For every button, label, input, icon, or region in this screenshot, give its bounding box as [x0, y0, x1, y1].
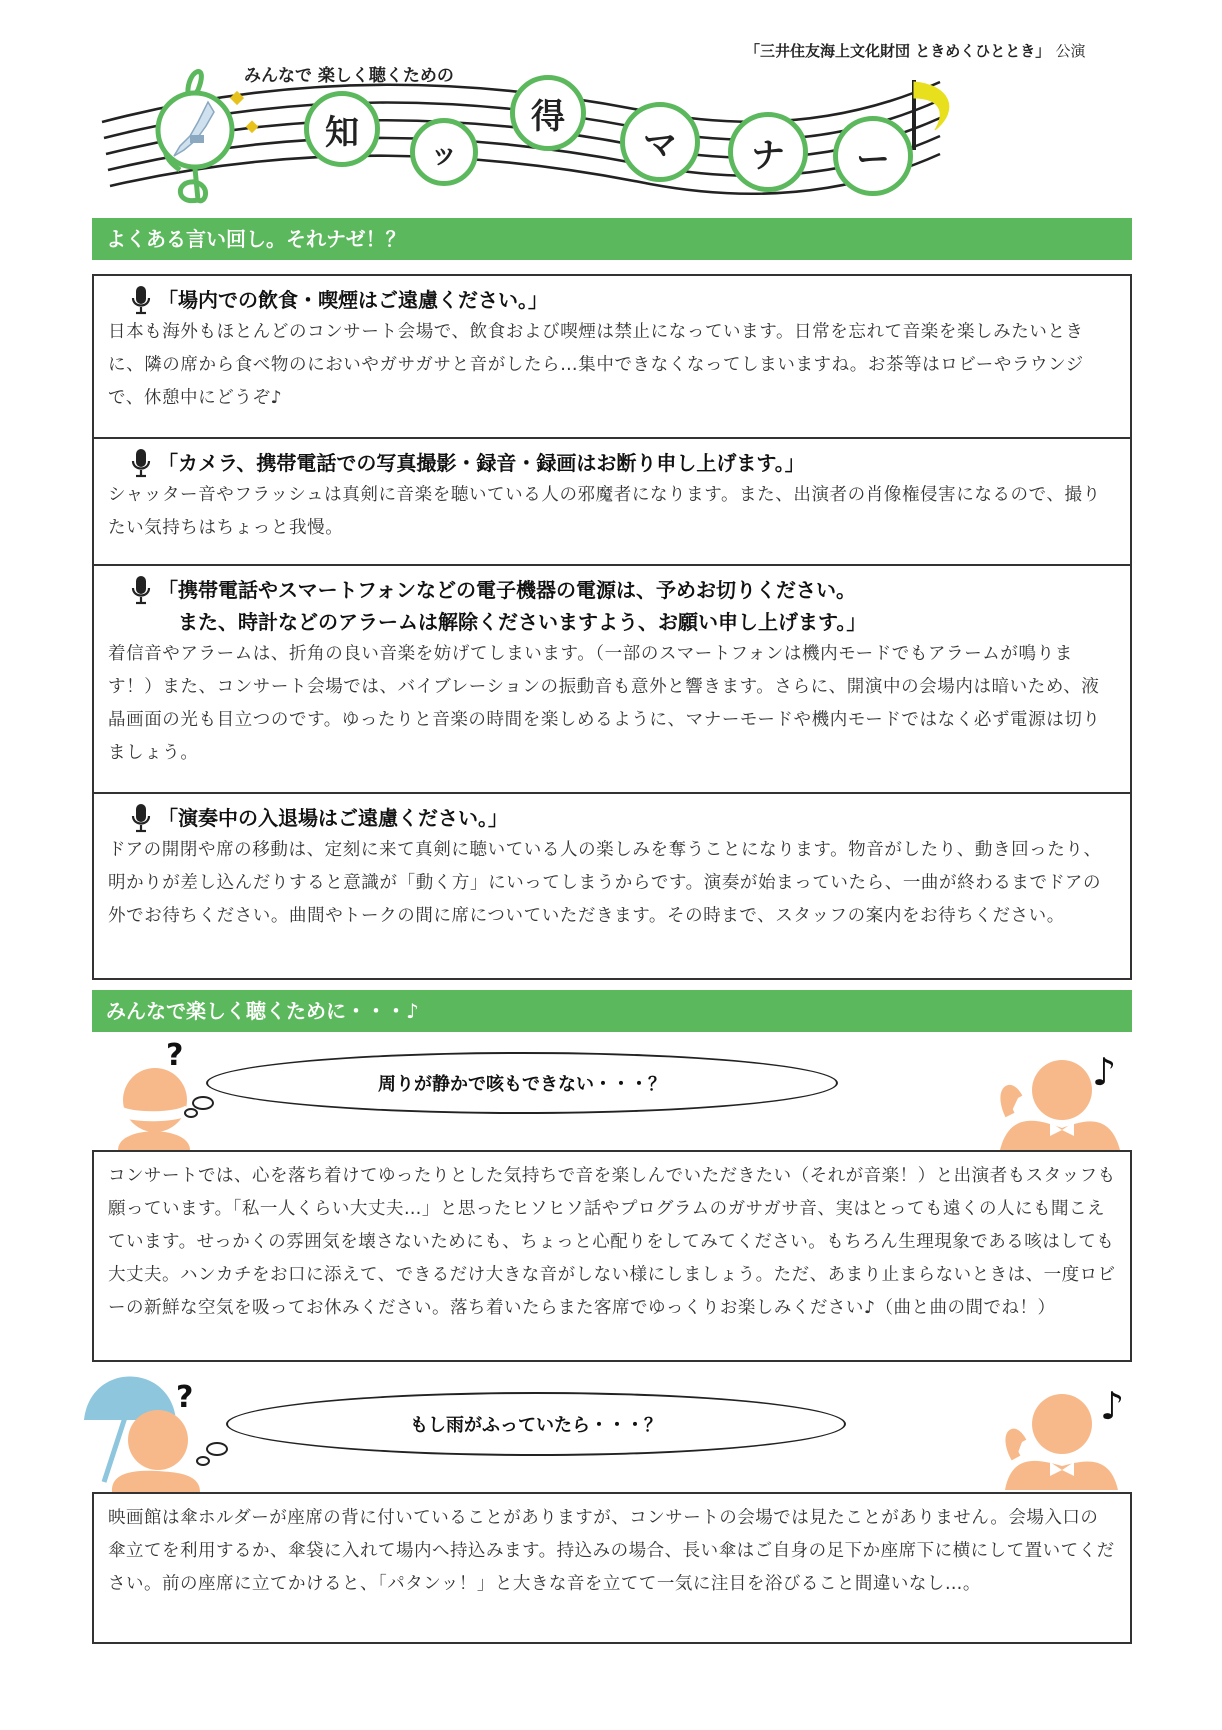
header-subtitle: みんなで 楽しく聴くための: [244, 66, 454, 86]
thought-bubble: 周りが静かで咳もできない・・・？: [206, 1052, 838, 1114]
title-char-circle: [620, 102, 700, 182]
thought-bubble-tail: [196, 1456, 210, 1466]
thought-bubble-tail: [206, 1442, 228, 1456]
manner-item: [94, 439, 1130, 566]
manner-body: 着信音やアラームは、折角の良い音楽を妨げてしまいます。（一部のスマートフォンは機内モードでもアラームが鳴ります！）また、コンサート会場では、バイブレーションの振動音も意外と響きます。さらに、開演中の会場内は暗いため、液晶画面の光も目立つのです。ゆったりと音楽の時間を楽しめるように、マナーモードや機内モードではなく必ず電源は切りましょう。: [108, 644, 1101, 763]
section-title-bar: よくある言い回し。それナゼ！？: [92, 218, 1132, 260]
music-note-icon: ♪: [1100, 1384, 1125, 1428]
title-char-circle: [728, 112, 808, 192]
manner-list-box: [92, 274, 1132, 980]
music-note-icon: ♪: [1092, 1050, 1117, 1094]
title-char: 知: [325, 112, 359, 153]
title-char: 得: [531, 96, 565, 137]
microphone-icon: [130, 574, 152, 606]
manner-heading-text: 「携帯電話やスマートフォンなどの電子機器の電源は、予めお切りください。: [158, 578, 856, 602]
presenter-suffix: 公演: [1055, 42, 1086, 60]
title-char-circle: [510, 75, 586, 151]
header-staff-graphic: [0, 0, 1222, 215]
title-char: ー: [856, 139, 890, 180]
manner-body: ドアの開閉や席の移動は、定刻に来て真剣に聴いている人の楽しみを奪うことになります。物音がしたり、動き回ったり、明かりが差し込んだりすると意識が「動く方」にいってしまうからです。演奏が始まっていたら、一曲が終わるまでドアの外でお待ちください。曲間やトークの間に席についていただきます。その時まで、スタッフの案内をお待ちください。: [108, 840, 1102, 926]
scene-text-box: コンサートでは、心を落ち着けてゆったりとした気持ちで音を楽しんでいただきたい（それが音楽！）と出演者もスタッフも願っています。「私一人くらい大丈夫…」と思ったヒソヒソ話やプログラムのガサガサ音、実はとっても遠くの人にも聞こえています。せっかくの雰囲気を壊さないためにも、ちょっと心配りをしてみてください。もちろん生理現象である咳はしても大丈夫。ハンカチをお口に添えて、できるだけ大きな音がしない様にしましょう。ただ、あまり止まらないときは、一度ロビーの新鮮な空気を吸ってお休みください。落ち着いたらまた客席でゆっくりお楽しみください♪（曲と曲の間でね！）: [92, 1150, 1132, 1362]
scene-text-box: 映画館は傘ホルダーが座席の背に付いていることがありますが、コンサートの会場では見たことがありません。会場入口の傘立てを利用するか、傘袋に入れて場内へ持込みます。持込みの場合、長い傘はご自身の足下か座席下に横にして置いてください。前の座席に立てかけると、「パタンッ！」と大きな音を立てて一気に注目を浴びること間違いなし…。: [92, 1492, 1132, 1644]
thought-bubble-tail: [192, 1096, 214, 1110]
manner-heading: [108, 284, 1116, 316]
manner-heading-text: 「カメラ、携帯電話での写真撮影・録音・録画はお断り申し上げます。」: [158, 451, 805, 475]
masked-person-icon: [118, 1068, 190, 1150]
title-char: マ: [643, 125, 677, 166]
manner-item: [94, 794, 1130, 978]
manner-item: [94, 566, 1130, 794]
question-mark-icon: ?: [176, 1380, 194, 1415]
manner-heading-text: また、時計などのアラームは解除くださいますよう、お願い申し上げます。」: [178, 610, 867, 634]
thought-bubble-tail: [184, 1108, 198, 1118]
section-title-bar: みんなで楽しく聴くために・・・♪: [92, 990, 1132, 1032]
manner-heading-text: 「演奏中の入退場はご遠慮ください。」: [158, 806, 508, 830]
manner-heading-text: 「場内での飲食・喫煙はご遠慮ください。」: [158, 288, 548, 312]
title-char: ナ: [751, 135, 785, 176]
manner-body: シャッター音やフラッシュは真剣に音楽を聴いている人の邪魔者になります。また、出演者の肖像権侵害になるので、撮りたい気持ちはちょっと我慢。: [108, 485, 1101, 538]
microphone-icon: [130, 447, 152, 479]
manner-heading: [108, 447, 1116, 479]
title-char: ッ: [429, 137, 458, 170]
sparkle-icon: [246, 120, 259, 133]
manner-body: 日本も海外もほとんどのコンサート会場で、飲食および喫煙は禁止になっています。日常を忘れて音楽を楽しみたいときに、隣の席から食べ物のにおいやガサガサと音がしたら…集中できなくなってしまいますね。お茶等はロビーやラウンジで、休憩中にどうぞ♪: [108, 322, 1084, 408]
presenter-name: 「三井住友海上文化財団 ときめくひととき」: [745, 42, 1051, 60]
question-mark-icon: ?: [166, 1038, 184, 1073]
title-char-circle: [833, 116, 913, 196]
manner-item: [94, 276, 1130, 439]
thought-bubble: もし雨がふっていたら・・・？: [226, 1392, 846, 1456]
manner-heading: [108, 802, 1116, 834]
microphone-icon: [130, 284, 152, 316]
microphone-icon: [130, 802, 152, 834]
sparkle-icon: [230, 91, 244, 105]
manner-heading: [108, 574, 1116, 638]
title-char-circle: [410, 118, 478, 186]
title-char-circle: [304, 91, 380, 167]
